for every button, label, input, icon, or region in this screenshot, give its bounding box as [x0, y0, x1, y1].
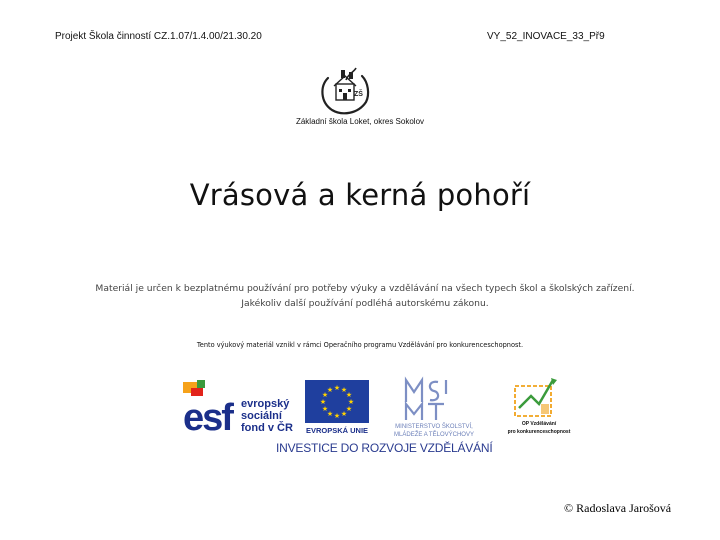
msmt-mark-icon: [406, 380, 446, 420]
esf-line-3: fond v ČR: [241, 422, 293, 434]
esf-logo: [183, 380, 299, 436]
msmt-line-1: MINISTERSTVO ŠKOLSTVÍ,: [395, 424, 473, 430]
op-program-note: Tento výukový materiál vznikl v rámci Operačního programu Vzdělávání pro konkurenceschopnost.: [196, 341, 524, 349]
project-code: Projekt Škola činností CZ.1.07/1.4.00/21.30.20: [55, 31, 262, 42]
eu-flag-logo: [303, 380, 371, 436]
svg-text:★: ★: [326, 386, 334, 394]
svg-text:★: ★: [345, 391, 353, 399]
svg-text:★: ★: [326, 410, 334, 418]
msmt-line-2: MLÁDEŽE A TĚLOVÝCHOVY: [394, 432, 474, 438]
svg-text:★: ★: [321, 391, 329, 399]
school-logo-icon: [318, 64, 372, 116]
school-name: Základní škola Loket, okres Sokolov: [295, 117, 425, 126]
svg-text:★: ★: [347, 398, 355, 406]
svg-text:★: ★: [340, 386, 348, 394]
svg-text:★: ★: [319, 398, 327, 406]
svg-text:★: ★: [340, 410, 348, 418]
msmt-logo: [374, 376, 494, 438]
svg-text:★: ★: [333, 412, 341, 420]
copyright: © Radoslava Jarošová: [564, 501, 672, 515]
usage-notice-line-1: Materiál je určen k bezplatnému používání pro potřeby výuky a vzdělávání na všech typech škol a školských zařízení.: [95, 283, 635, 294]
op-line-2: pro konkurenceschopnost: [507, 429, 571, 435]
esf-line-1: evropský: [241, 398, 290, 410]
op-vk-logo: [497, 376, 581, 438]
esf-mark: esf: [183, 397, 232, 436]
esf-line-2: sociální: [241, 410, 282, 422]
svg-text:ZŠ: ZŠ: [354, 91, 363, 98]
svg-text:★: ★: [345, 405, 353, 413]
usage-notice-line-2: Jakékoliv další používání podléhá autorskému zákonu.: [241, 298, 489, 309]
material-code: VY_52_INOVACE_33_Př9: [487, 31, 605, 42]
svg-text:★: ★: [333, 384, 341, 392]
svg-text:★: ★: [321, 405, 329, 413]
page-title: Vrásová a kerná pohoří: [189, 178, 531, 212]
usage-notice: [60, 281, 670, 311]
investice-banner: INVESTICE DO ROZVOJE VZDĚLÁVÁNÍ: [276, 441, 493, 455]
eu-label: EVROPSKÁ UNIE: [305, 426, 369, 435]
op-arrow-icon: [519, 380, 553, 408]
op-line-1: OP Vzdělávání: [521, 421, 557, 427]
